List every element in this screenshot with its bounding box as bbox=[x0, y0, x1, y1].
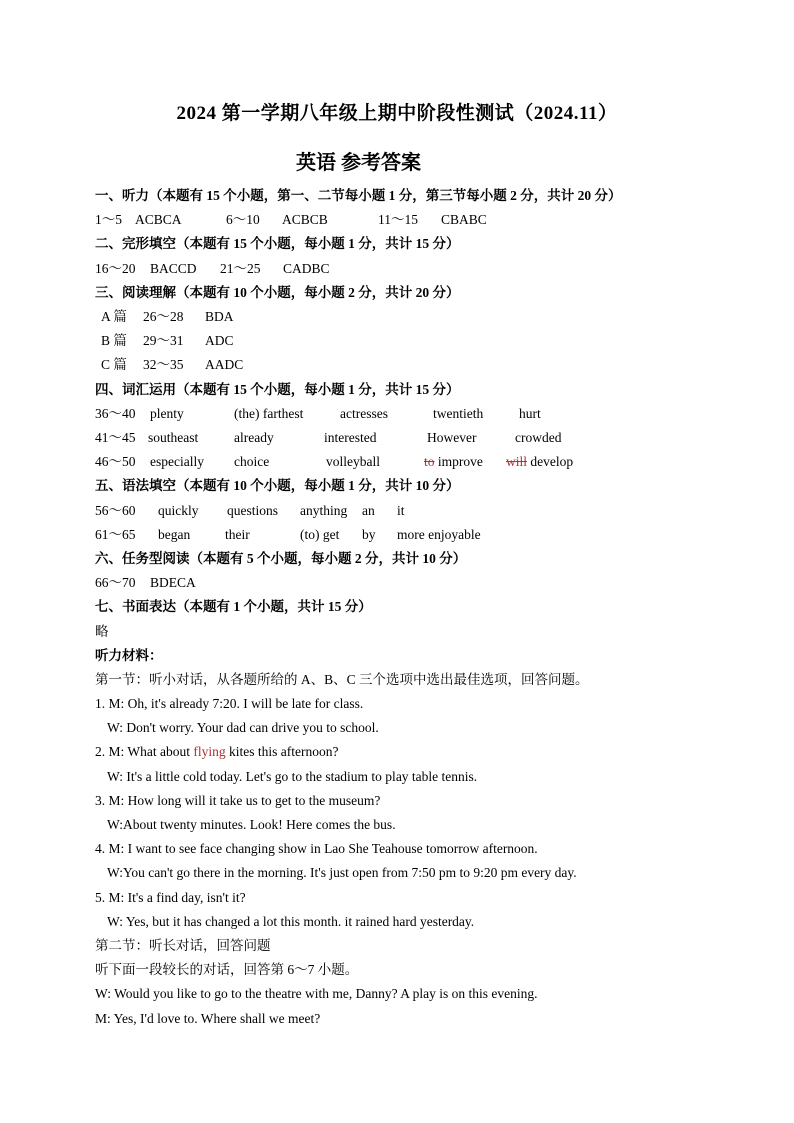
range-label: 21～25 bbox=[220, 261, 261, 276]
answer-word: interested bbox=[324, 430, 377, 445]
answer-word: (the) farthest bbox=[234, 406, 304, 421]
transcript-line: W: Yes, but it has changed a lot this month. it rained hard yesterday. bbox=[107, 914, 475, 929]
answer-word: However bbox=[427, 430, 477, 445]
transcript-text: 2. M: What about bbox=[95, 744, 194, 759]
range-label: 36～40 bbox=[95, 406, 136, 421]
section-6-header: 六、任务型阅读（本题有 5 个小题，每小题 2 分，共计 10 分） bbox=[95, 551, 467, 566]
answer-word: develop bbox=[530, 454, 574, 469]
transcript-text: kites this afternoon? bbox=[225, 744, 339, 759]
struck-word: will bbox=[506, 454, 528, 469]
passage-label: A 篇 bbox=[101, 309, 127, 324]
passage-label: B 篇 bbox=[101, 333, 127, 348]
range-label: 6～10 bbox=[226, 212, 260, 227]
answer-group: AADC bbox=[205, 357, 244, 372]
answer-group: ACBCB bbox=[282, 212, 328, 227]
listening-part2-title: 第二节：听长对话，回答问题 bbox=[95, 938, 271, 953]
transcript-line bbox=[95, 743, 338, 761]
listening-part1-title: 第一节：听小对话，从各题所给的 A、B、C 三个选项中选出最佳选项，回答问题。 bbox=[95, 672, 589, 687]
answer-word: more enjoyable bbox=[397, 527, 481, 542]
page-subtitle: 英语 参考答案 bbox=[296, 152, 421, 174]
answer-group: CBABC bbox=[441, 212, 487, 227]
answer-word: especially bbox=[150, 454, 204, 469]
highlighted-word: flying bbox=[193, 744, 226, 759]
transcript-line: 5. M: It's a find day, isn't it? bbox=[95, 890, 246, 905]
answer-group: BACCD bbox=[150, 261, 197, 276]
range-label: 1～5 bbox=[95, 212, 122, 227]
range-label: 66～70 bbox=[95, 575, 136, 590]
transcript-line: 1. M: Oh, it's already 7:20. I will be late for class. bbox=[95, 696, 364, 711]
section-5-header: 五、语法填空（本题有 10 个小题，每小题 1 分，共计 10 分） bbox=[95, 478, 460, 493]
struck-word: to bbox=[424, 454, 435, 469]
answer-word: it bbox=[397, 503, 405, 518]
answer-word: hurt bbox=[519, 406, 541, 421]
answer-word: questions bbox=[227, 503, 279, 518]
listening-part2-intro: 听下面一段较长的对话，回答第 6～7 小题。 bbox=[95, 962, 359, 977]
dialog-line: W: Would you like to go to the theatre with me, Danny? A play is on this evening. bbox=[95, 986, 538, 1001]
listening-header: 听力材料： bbox=[95, 648, 163, 663]
section-2-header: 二、完形填空（本题有 15 个小题，每小题 1 分，共计 15 分） bbox=[95, 236, 460, 251]
dialog-line: M: Yes, I'd love to. Where shall we meet? bbox=[95, 1011, 321, 1026]
answer-word: an bbox=[362, 503, 375, 518]
answer-word: their bbox=[225, 527, 250, 542]
answer-group: BDA bbox=[205, 309, 234, 324]
range-label: 61～65 bbox=[95, 527, 136, 542]
answer-word: by bbox=[362, 527, 376, 542]
transcript-line: W:You can't go there in the morning. It's just open from 7:50 pm to 9:20 pm every day. bbox=[107, 865, 577, 880]
answer-word: twentieth bbox=[433, 406, 484, 421]
section-1-header: 一、听力（本题有 15 个小题，第一、二节每小题 1 分，第三节每小题 2 分，共计 20 分） bbox=[95, 188, 622, 203]
section-3-header: 三、阅读理解（本题有 10 个小题，每小题 2 分，共计 20 分） bbox=[95, 285, 460, 300]
range-label: 32～35 bbox=[143, 357, 184, 372]
transcript-line: W: Don't worry. Your dad can drive you to school. bbox=[107, 720, 379, 735]
transcript-line: 4. M: I want to see face changing show in Lao She Teahouse tomorrow afternoon. bbox=[95, 841, 538, 856]
page-title: 2024 第一学期八年级上期中阶段性测试（2024.11） bbox=[176, 103, 618, 124]
answer-word: began bbox=[158, 527, 191, 542]
answer-word: southeast bbox=[148, 430, 199, 445]
range-label: 56～60 bbox=[95, 503, 136, 518]
range-label: 46～50 bbox=[95, 454, 136, 469]
section-4-header: 四、词汇运用（本题有 15 个小题，每小题 1 分，共计 15 分） bbox=[95, 382, 460, 397]
range-label: 11～15 bbox=[378, 212, 418, 227]
answer-word: anything bbox=[300, 503, 348, 518]
answer-word: choice bbox=[234, 454, 270, 469]
answer-word: quickly bbox=[158, 503, 199, 518]
answer-word: already bbox=[234, 430, 274, 445]
answer-word: plenty bbox=[150, 406, 184, 421]
section-7-header: 七、书面表达（本题有 1 个小题，共计 15 分） bbox=[95, 599, 372, 614]
transcript-line: W:About twenty minutes. Look! Here comes the bus. bbox=[107, 817, 396, 832]
answer-word: crowded bbox=[515, 430, 562, 445]
answer-group: CADBC bbox=[283, 261, 330, 276]
range-label: 41～45 bbox=[95, 430, 136, 445]
answer-word: actresses bbox=[340, 406, 388, 421]
answer-word: improve bbox=[437, 454, 483, 469]
answer-word: volleyball bbox=[326, 454, 380, 469]
section-7-answer: 略 bbox=[95, 624, 109, 639]
transcript-line: 3. M: How long will it take us to get to the museum? bbox=[95, 793, 381, 808]
answer-group: ADC bbox=[205, 333, 234, 348]
range-label: 29～31 bbox=[143, 333, 184, 348]
range-label: 16～20 bbox=[95, 261, 136, 276]
answer-word bbox=[424, 453, 483, 471]
transcript-line: W: It's a little cold today. Let's go to the stadium to play table tennis. bbox=[107, 769, 478, 784]
answer-group: ACBCA bbox=[135, 212, 182, 227]
answer-word bbox=[506, 453, 573, 471]
range-label: 26～28 bbox=[143, 309, 184, 324]
passage-label: C 篇 bbox=[101, 357, 127, 372]
answer-word: (to) get bbox=[300, 527, 340, 542]
answer-group: BDECA bbox=[150, 575, 196, 590]
